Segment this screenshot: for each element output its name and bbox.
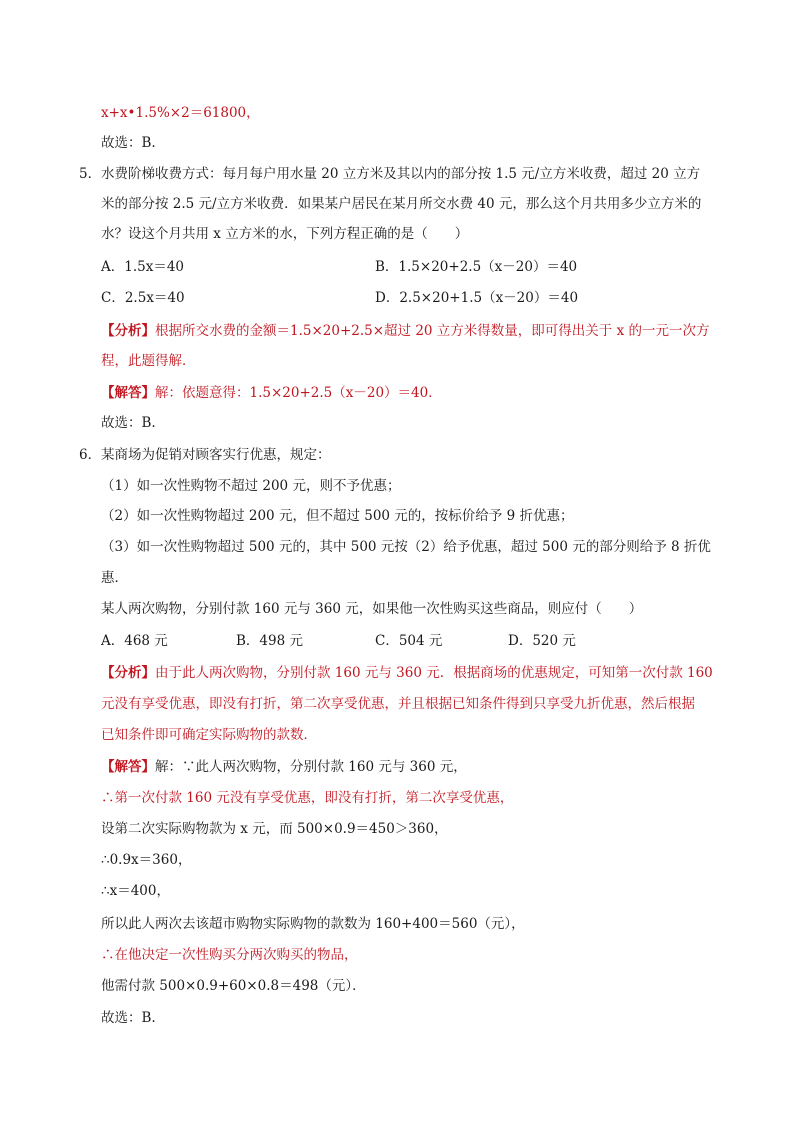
option-label: D． xyxy=(375,290,400,306)
solution-block xyxy=(101,757,467,777)
question-number: 5． xyxy=(79,166,102,182)
rule-line: （2）如一次性购物超过 200 元，但不超过 500 元的，按标价给予 9 折优惠； xyxy=(101,508,574,524)
solution-step: 设第二次实际购物款为 x 元，而 500×0.9＝450＞360， xyxy=(101,821,448,837)
option-label: D． xyxy=(508,633,533,649)
option-text: 498 元 xyxy=(259,633,303,649)
option-label: A． xyxy=(101,633,125,649)
option-b xyxy=(236,631,303,651)
option-text: 1.5×20+2.5（x－20）＝40 xyxy=(398,259,578,275)
question-number: 6． xyxy=(79,447,102,463)
option-b xyxy=(375,257,577,277)
solution-tag: 【解答】 xyxy=(101,385,155,401)
option-text: 504 元 xyxy=(398,633,443,649)
option-text: 468 元 xyxy=(124,633,168,649)
question-text: 某人两次购物，分别付款 160 元与 360 元，如果他一次性购买这些商品，则应付（ ） xyxy=(101,601,643,617)
solution-tag: 【解答】 xyxy=(101,759,155,775)
option-text: 2.5×20+1.5（x－20）＝40 xyxy=(399,290,579,306)
answer-line: 故选：B. xyxy=(101,415,156,431)
analysis-tag: 【分析】 xyxy=(101,665,155,681)
solution-step: ∴x＝400， xyxy=(101,883,170,899)
option-text: 2.5x＝40 xyxy=(124,290,185,306)
option-c xyxy=(101,288,185,308)
question-text: 水费阶梯收费方式：每月每户用水量 20 立方米及其以内的部分按 1.5 元/立方米收费，超过 20 立方 xyxy=(101,166,701,182)
option-label: B． xyxy=(236,633,260,649)
option-label: B． xyxy=(375,259,399,275)
question-text: 某商场为促销对顾客实行优惠，规定： xyxy=(101,447,331,463)
analysis-text: 元没有享受优惠，即没有打折，第二次享受优惠，并且根据已知条件得到只享受九折优惠，然后根据 xyxy=(101,696,695,712)
solution-text: 解：依题意得：1.5×20+2.5（x－20）＝40． xyxy=(155,385,442,401)
solution-text: 解：∵此人两次购物，分别付款 160 元与 360 元， xyxy=(155,759,467,775)
option-d xyxy=(508,631,576,651)
analysis-text: 由于此人两次购物，分别付款 160 元与 360 元．根据商场的优惠规定，可知第一次付款 160 xyxy=(155,665,713,681)
analysis-text: 程，此题得解． xyxy=(101,353,196,369)
analysis-text: 根据所交水费的金额＝1.5×20+2.5×超过 20 立方米得数量，即可得出关于 x 的一元一次方 xyxy=(155,323,710,339)
solution-step: ∴在他决定一次性购买分两次购买的物品， xyxy=(101,947,358,963)
analysis-block xyxy=(101,321,710,341)
solution-step: 所以此人两次去该超市购物实际购物的款数为 160+400＝560（元）， xyxy=(101,916,525,932)
solution-step: ∴第一次付款 160 元没有享受优惠，即没有打折，第二次享受优惠， xyxy=(101,790,514,806)
question-text: 米的部分按 2.5 元/立方米收费．如果某户居民在某月所交水费 40 元，那么这个月共用多少立方米的 xyxy=(101,196,702,212)
equation-line: x+x•1.5%×2＝61800， xyxy=(101,105,260,121)
solution-step: 他需付款 500×0.9+60×0.8＝498（元）． xyxy=(101,978,366,994)
answer-line: 故选：B. xyxy=(101,1010,156,1026)
option-text: 520 元 xyxy=(532,633,576,649)
analysis-tag: 【分析】 xyxy=(101,323,155,339)
solution-block xyxy=(101,383,442,403)
rule-line: （1）如一次性购物不超过 200 元，则不予优惠； xyxy=(101,478,401,494)
option-d xyxy=(375,288,578,308)
option-a xyxy=(101,257,184,277)
question-text: 水？设这个月共用 x 立方米的水，下列方程正确的是（ ） xyxy=(101,226,469,242)
option-label: C． xyxy=(101,290,125,306)
rule-line: （3）如一次性购物超过 500 元的，其中 500 元按（2）给予优惠，超过 500 元的部分则给予 8 折优 xyxy=(101,539,711,555)
analysis-text: 已知条件即可确定实际购物的款数． xyxy=(101,727,317,743)
option-label: C． xyxy=(375,633,399,649)
rule-line: 惠． xyxy=(101,570,128,586)
analysis-block xyxy=(101,663,713,683)
answer-line: 故选：B. xyxy=(101,135,156,151)
option-a xyxy=(101,631,168,651)
solution-step: ∴0.9x＝360， xyxy=(101,852,192,868)
option-text: 1.5x＝40 xyxy=(124,259,185,275)
option-label: A． xyxy=(101,259,125,275)
option-c xyxy=(375,631,442,651)
